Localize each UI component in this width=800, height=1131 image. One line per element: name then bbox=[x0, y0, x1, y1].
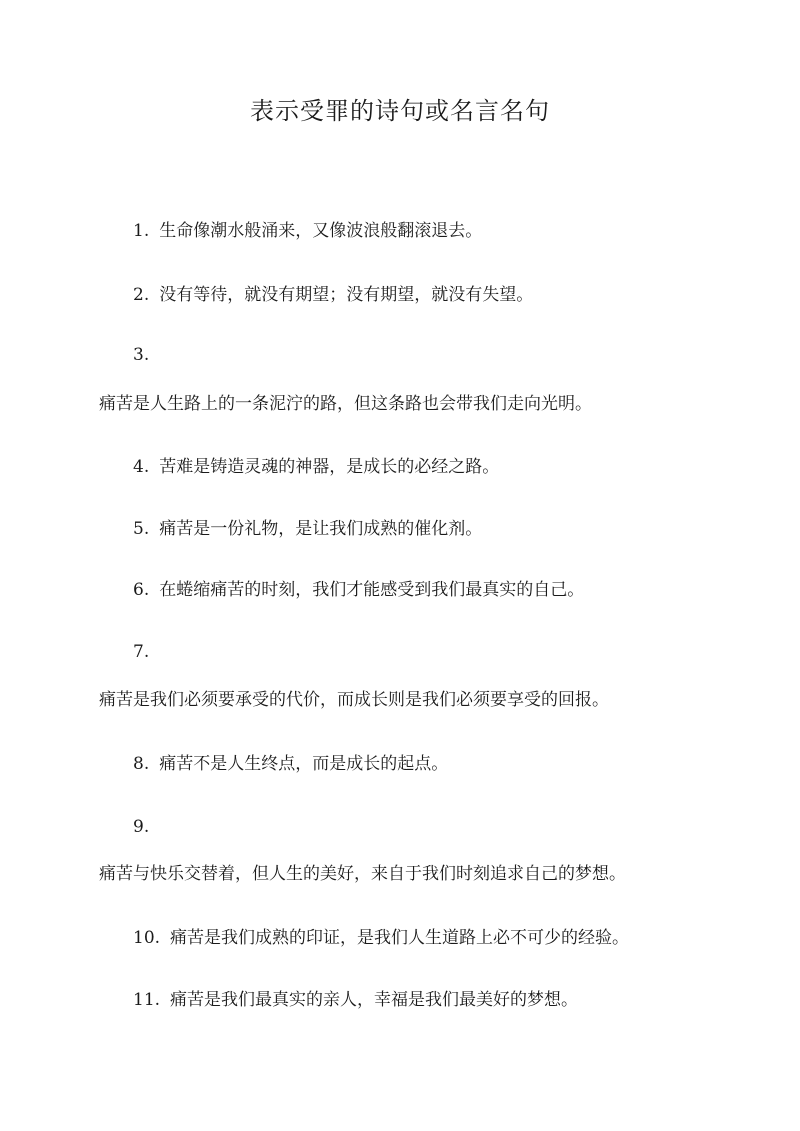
item-text: 痛苦是我们成熟的印证，是我们人生道路上必不可少的经验。 bbox=[170, 928, 630, 948]
item-text: 痛苦不是人生终点，而是成长的起点。 bbox=[159, 754, 449, 774]
item-text: 痛苦是一份礼物，是让我们成熟的催化剂。 bbox=[159, 519, 483, 539]
item-number: 6. bbox=[133, 580, 150, 600]
item-number: 1. bbox=[133, 221, 150, 241]
list-item bbox=[133, 752, 448, 776]
item-text: 生命像潮水般涌来，又像波浪般翻滚退去。 bbox=[159, 221, 483, 241]
item-number: 8. bbox=[133, 754, 150, 774]
item-number: 3. bbox=[133, 345, 150, 365]
list-item bbox=[133, 219, 482, 243]
item-number: 4. bbox=[133, 457, 150, 477]
item-text: 痛苦是我们必须要承受的代价，而成长则是我们必须要享受的回报。 bbox=[99, 690, 609, 710]
item-text: 在蜷缩痛苦的时刻，我们才能感受到我们最真实的自己。 bbox=[159, 580, 585, 600]
item-number: 9. bbox=[133, 817, 150, 837]
item-number: 11. bbox=[133, 990, 161, 1010]
document-title: 表示受罪的诗句或名言名句 bbox=[250, 97, 550, 125]
item-text: 痛苦是我们最真实的亲人，幸福是我们最美好的梦想。 bbox=[170, 990, 579, 1010]
list-item bbox=[133, 455, 499, 479]
item-number: 7. bbox=[133, 642, 150, 662]
list-item bbox=[133, 578, 584, 602]
list-item bbox=[133, 283, 533, 307]
item-text: 痛苦是人生路上的一条泥泞的路，但这条路也会带我们走向光明。 bbox=[99, 394, 592, 414]
item-number: 10. bbox=[133, 928, 161, 948]
list-item bbox=[133, 988, 578, 1012]
list-item bbox=[133, 926, 629, 950]
list-item bbox=[133, 517, 482, 541]
item-text: 痛苦与快乐交替着，但人生的美好，来自于我们时刻追求自己的梦想。 bbox=[99, 864, 626, 884]
item-text: 苦难是铸造灵魂的神器，是成长的必经之路。 bbox=[159, 457, 500, 477]
item-number: 5. bbox=[133, 519, 150, 539]
item-text: 没有等待，就没有期望；没有期望，就没有失望。 bbox=[159, 285, 534, 305]
item-number: 2. bbox=[133, 285, 150, 305]
